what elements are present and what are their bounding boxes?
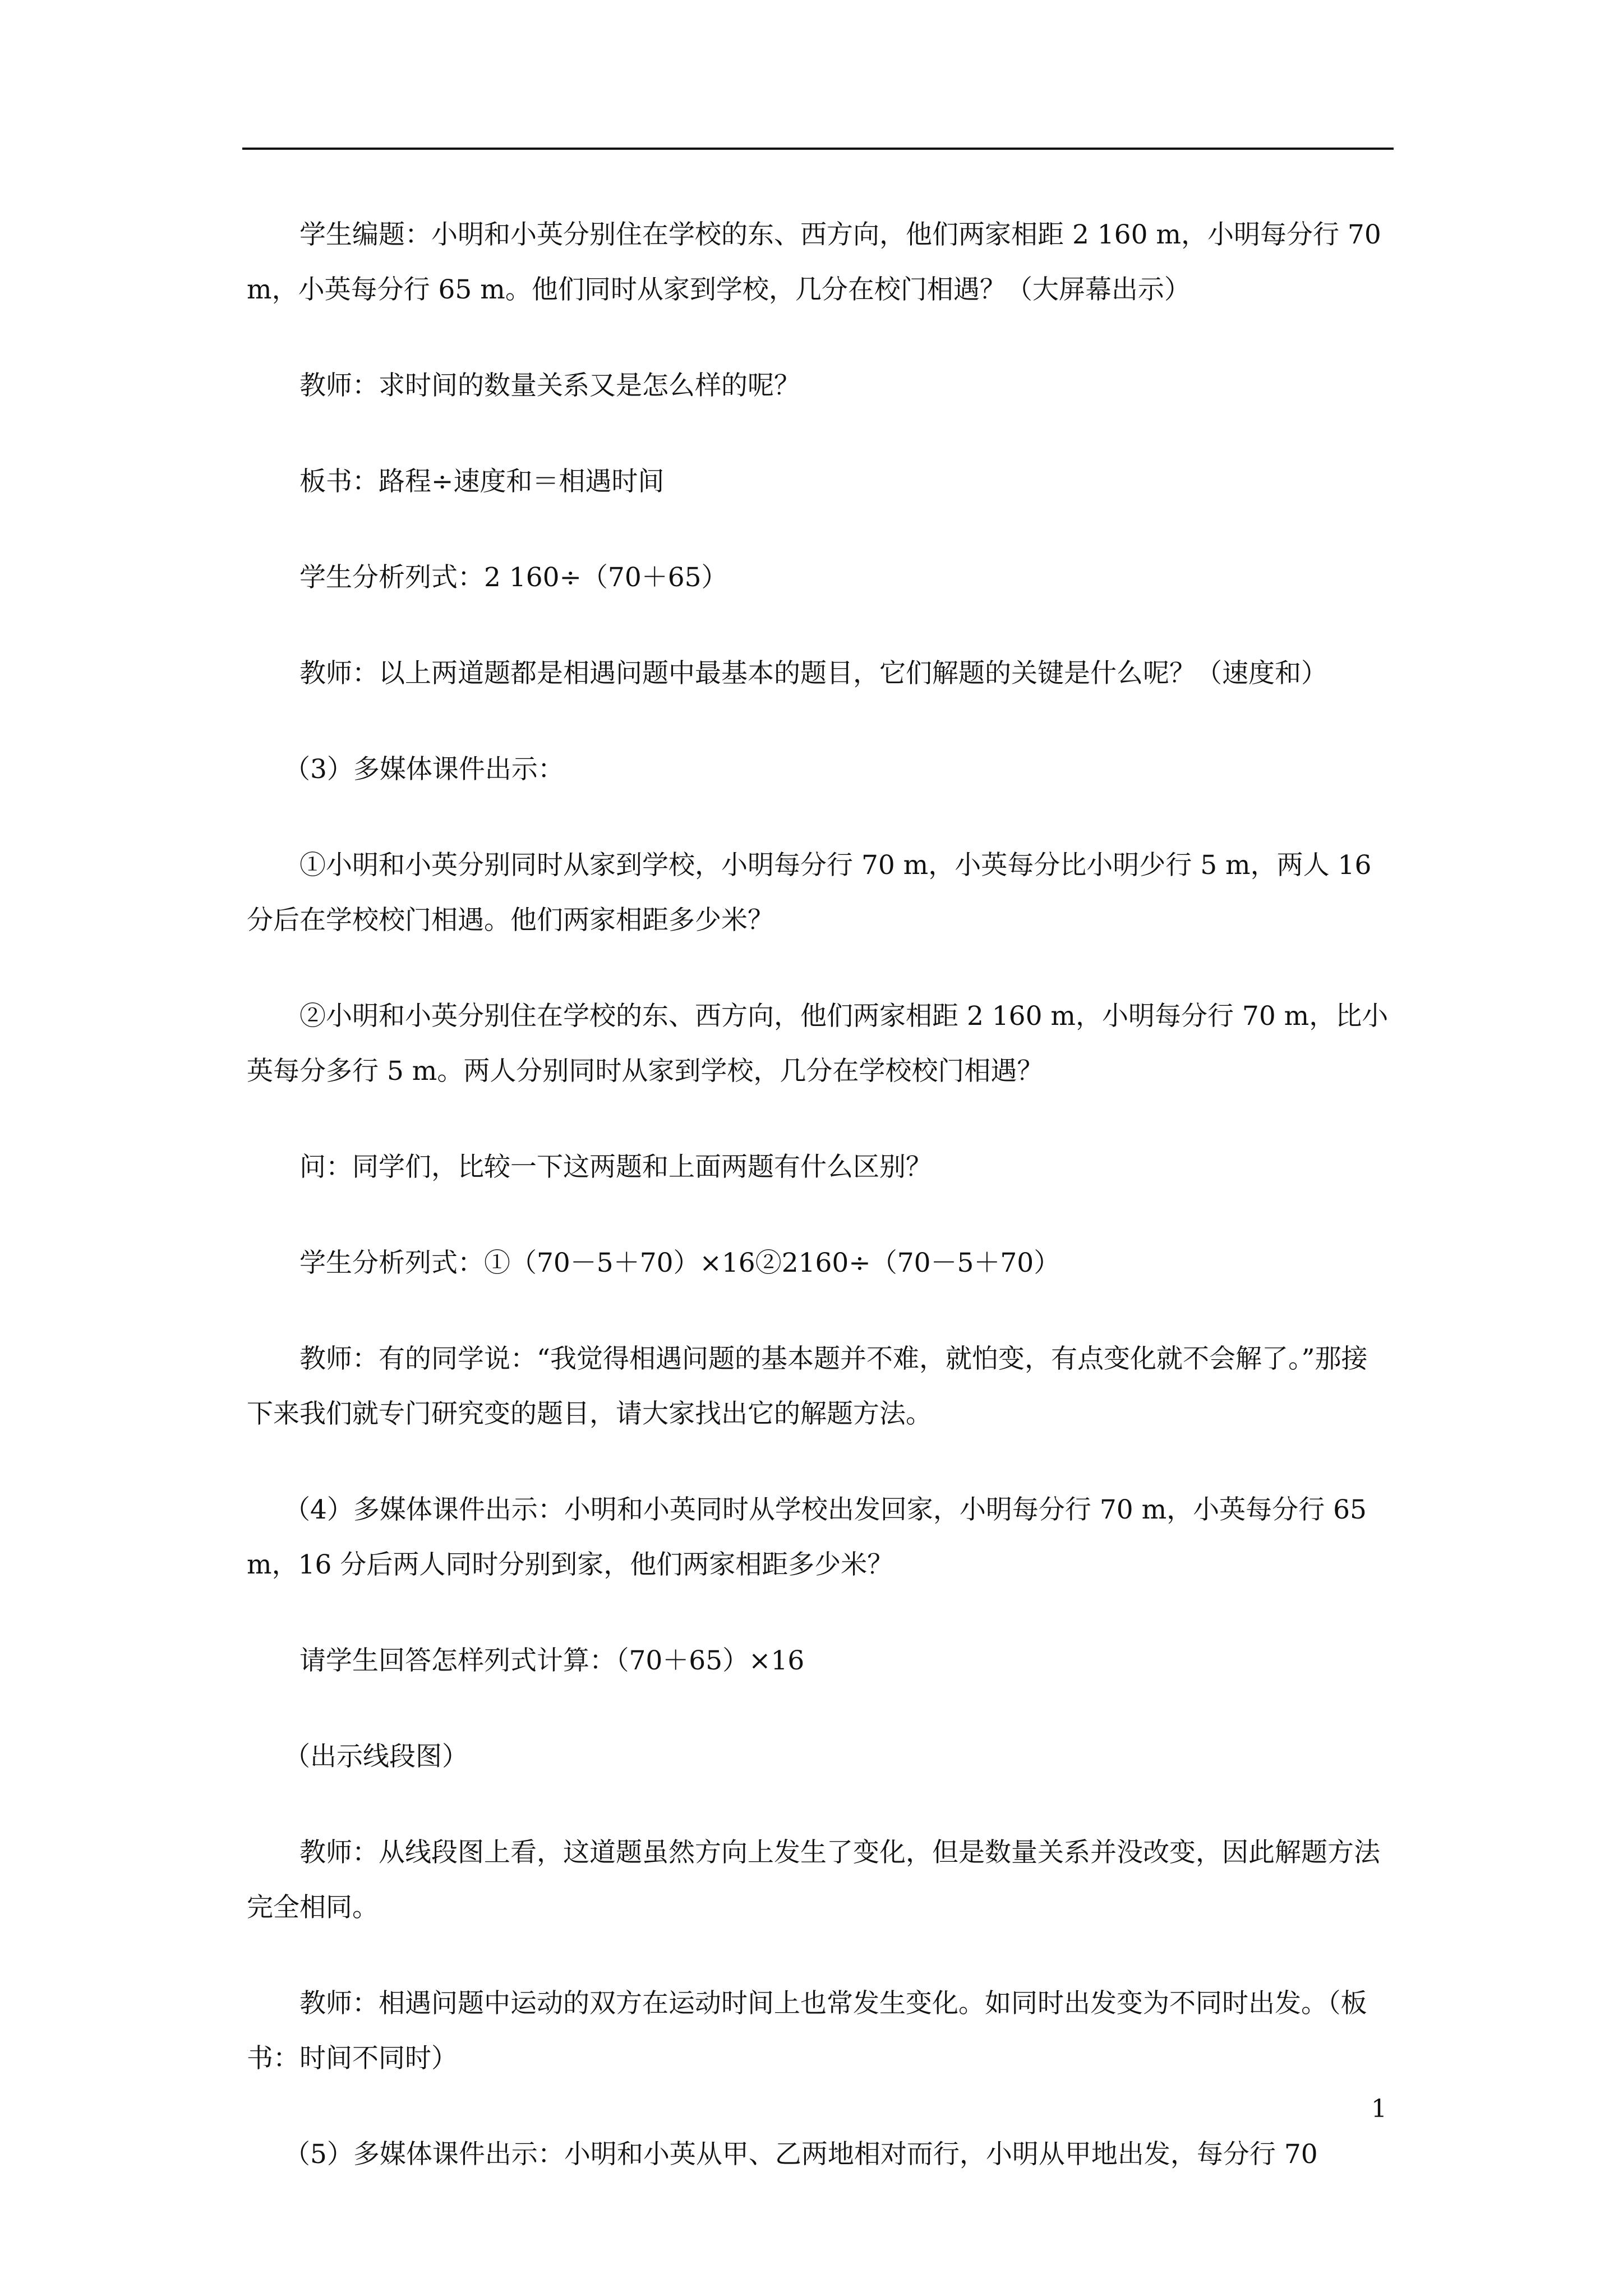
paragraph-teacher-time-change: 教师：相遇问题中运动的双方在运动时间上也常发生变化。如同时出发变为不同时出发。（板书：时间不同时） [247, 1988, 1367, 2074]
paragraph-teacher-diagram: 教师：从线段图上看，这道题虽然方向上发生了变化，但是数量关系并没改变，因此解题方法完全相同。 [247, 1837, 1380, 1923]
paragraph-multimedia-5: （5）多媒体课件出示：小明和小英从甲、乙两地相对而行，小明从甲地出发，每分行 70 [284, 2139, 1318, 2170]
header-rule [242, 148, 1394, 150]
paragraph-student-problem: 学生编题：小明和小英分别住在学校的东、西方向，他们两家相距 2 160 m，小明每分行 70 m，小英每分行 65 m。他们同时从家到学校，几分在校门相遇？（大屏幕出示） [247, 219, 1390, 305]
document-body [247, 208, 1392, 2223]
paragraph-show-diagram: （出示线段图） [284, 1741, 468, 1772]
paragraph-teacher-comment: 教师：有的同学说：“我觉得相遇问题的基本题并不难，就怕变，有点变化就不会解了。”那接下来我们就专门研究变的题目，请大家找出它的解题方法。 [247, 1343, 1368, 1429]
paragraph-question: 问：同学们，比较一下这两题和上面两题有什么区别？ [299, 1152, 932, 1182]
paragraph-student-equation: 学生分析列式：2 160÷（70＋65） [299, 562, 728, 593]
paragraph-student-answer: 请学生回答怎样列式计算：（70＋65）×16 [299, 1645, 805, 1676]
paragraph-student-equations: 学生分析列式：①（70－5＋70）×16②2160÷（70－5＋70） [299, 1248, 1061, 1278]
paragraph-multimedia-3: （3）多媒体课件出示： [284, 754, 564, 785]
paragraph-teacher-question: 教师：求时间的数量关系又是怎么样的呢？ [299, 370, 800, 401]
page-number: 1 [1371, 2095, 1387, 2123]
paragraph-multimedia-4: （4）多媒体课件出示：小明和小英同时从学校出发回家，小明每分行 70 m，小英每分行 65 m，16 分后两人同时分别到家，他们两家相距多少米？ [247, 1494, 1375, 1580]
paragraph-problem-1: ①小明和小英分别同时从家到学校，小明每分行 70 m，小英每分比小明少行 5 m，两人 16 分后在学校校门相遇。他们两家相距多少米？ [247, 850, 1380, 936]
paragraph-problem-2: ②小明和小英分别住在学校的东、西方向，他们两家相距 2 160 m，小明每分行 70 m，比小英每分多行 5 m。两人分别同时从家到学校，几分在学校校门相遇？ [247, 1001, 1389, 1087]
paragraph-board-formula: 板书：路程÷速度和＝相遇时间 [299, 466, 665, 497]
paragraph-teacher-key-point: 教师：以上两道题都是相遇问题中最基本的题目，它们解题的关键是什么呢？（速度和） [299, 658, 1327, 689]
